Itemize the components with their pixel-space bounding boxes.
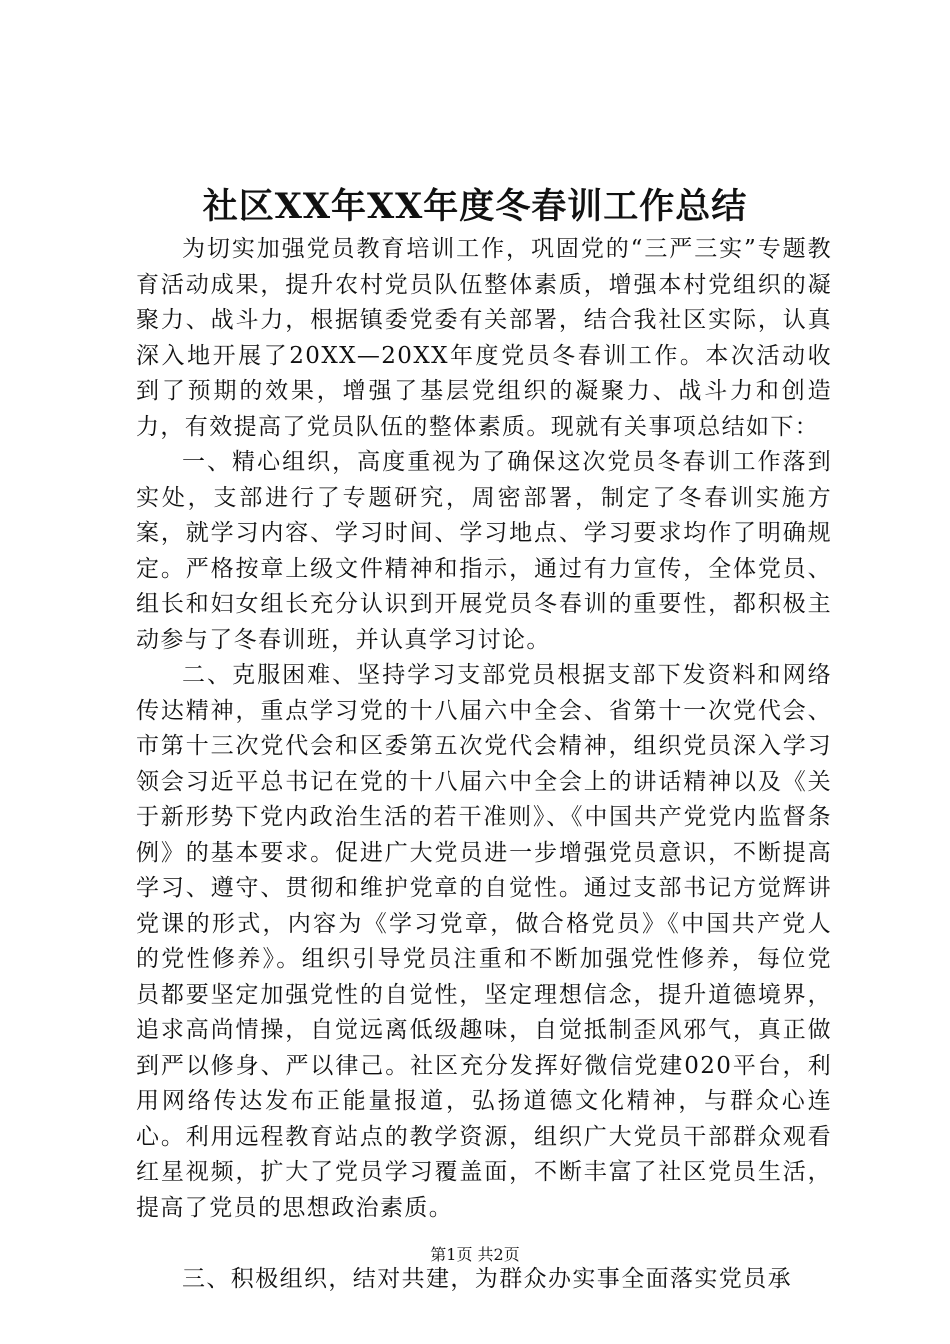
document-body [136,232,832,1298]
paragraph-section-1: 一、精心组织，高度重视为了确保这次党员冬春训工作落到实处，支部进行了专题研究，周密部署，制定了冬春训实施方案，就学习内容、学习时间、学习地点、学习要求均作了明确规定。严格按章上级文件精神和指示，通过有力宣传，全体党员、组长和妇女组长充分认识到开展党员冬春训的重要性，都积极主动参与了冬春训班，并认真学习讨论。 [136,449,832,653]
paragraph-section-2: 二、克服困难、坚持学习支部党员根据支部下发资料和网络传达精神，重点学习党的十八届六中全会、省第十一次党代会、市第十三次党代会和区委第五次党代会精神，组织党员深入学习领会习近平总书记在党的十八届六中全会上的讲话精神以及《关于新形势下党内政治生活的若干准则》、《中国共产党党内监督条例》的基本要求。促进广大党员进一步增强党员意识，不断提高学习、遵守、贯彻和维护党章的自觉性。通过支部书记方觉辉讲党课的形式，内容为《学习党章，做合格党员》《中国共产党人的党性修养》。组织引导党员注重和不断加强党性修养，每位党员都要坚定加强党性的自觉性，坚定理想信念，提升道德境界，追求高尚情操，自觉远离低级趣味，自觉抵制歪风邪气，真正做到严以修身、严以律己。社区充分发挥好微信党建020平台，利用网络传达发布正能量报道，弘扬道德文化精神，与群众心连心。利用远程教育站点的教学资源，组织广大党员干部群众观看红星视频，扩大了党员学习覆盖面，不断丰富了社区党员生活，提高了党员的思想政治素质。 [136,662,832,1221]
paragraph-intro: 为切实加强党员教育培训工作，巩固党的“三严三实”专题教育活动成果，提升农村党员队伍整体素质，增强本村党组织的凝聚力、战斗力，根据镇委党委有关部署，结合我社区实际，认真深入地开展了20XX—20XX年度党员冬春训工作。本次活动收到了预期的效果，增强了基层党组织的凝聚力、战斗力和创造力，有效提高了党员队伍的整体素质。现就有关事项总结如下： [136,236,832,440]
page-number-footer: 第1页 共2页 [430,1245,520,1264]
document-title: 社区XX年XX年度冬春训工作总结 [202,186,748,227]
paragraph-section-3: 三、积极组织，结对共建，为群众办实事全面落实党员承 [182,1266,792,1292]
